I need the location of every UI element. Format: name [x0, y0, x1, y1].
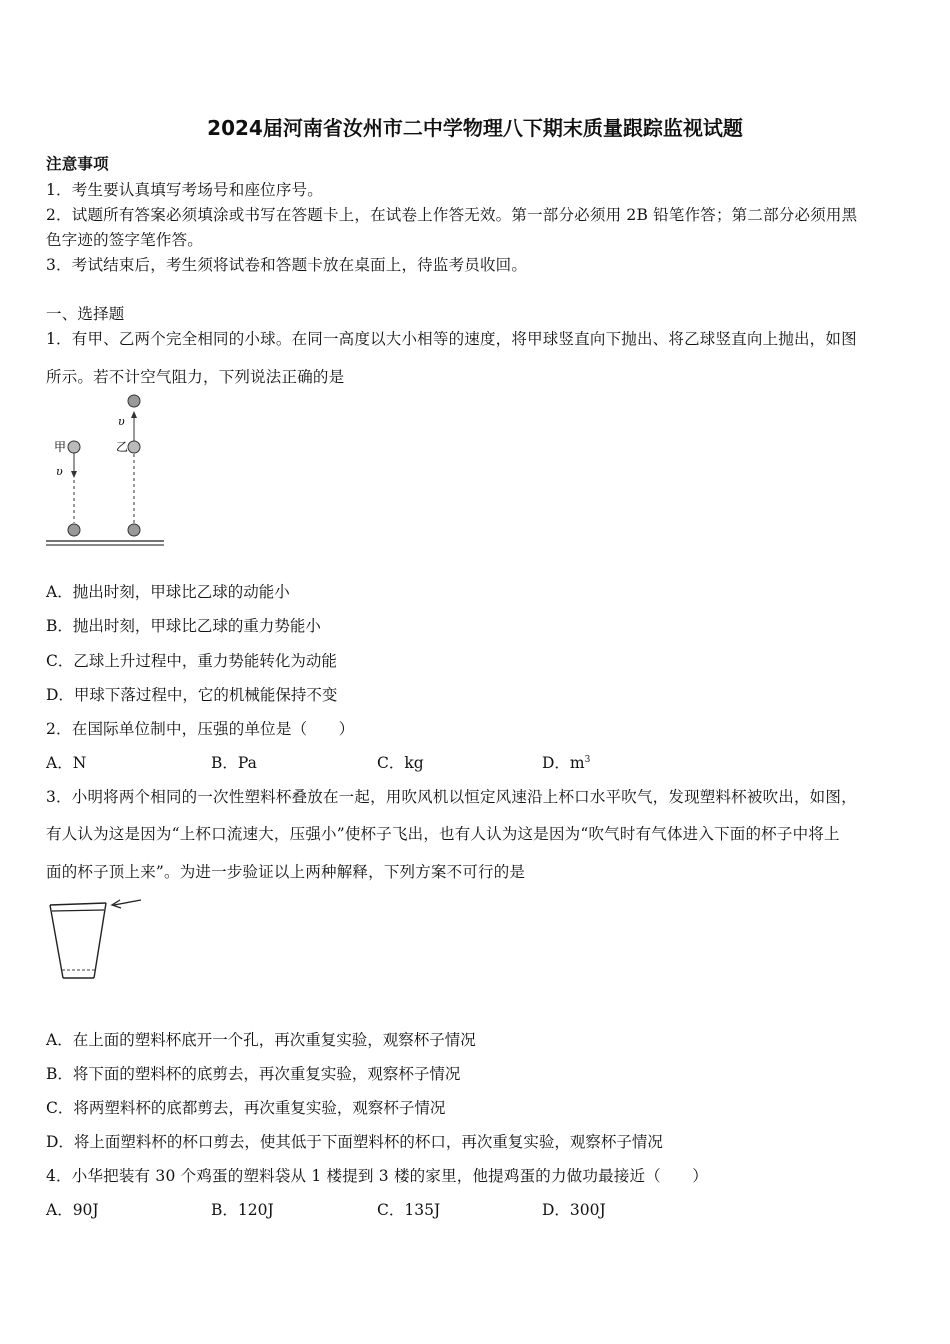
upper-cup-rim: [50, 903, 106, 905]
q1-option-c[interactable]: C．乙球上升过程中，重力势能转化为动能: [46, 652, 337, 670]
q3-option-c[interactable]: C．将两塑料杯的底都剪去，再次重复实验，观察杯子情况: [46, 1099, 446, 1117]
q2-option-c[interactable]: C．kg: [377, 754, 424, 772]
section-heading: 一、选择题: [46, 305, 125, 323]
lower-cup-rim: [52, 910, 104, 911]
ball-jia: [68, 441, 80, 453]
q3-option-b[interactable]: B．将下面的塑料杯的底剪去，再次重复实验，观察杯子情况: [46, 1065, 461, 1083]
q4-stem: 4．小华把装有 30 个鸡蛋的塑料袋从 1 楼提到 3 楼的家里，他提鸡蛋的力做功最接近（ ）: [46, 1167, 708, 1185]
ball-jia-ground: [68, 524, 80, 536]
arrow-yi-head: [131, 411, 137, 418]
notice-item-2: 2．试题所有答案必须填涂或书写在答题卡上，在试卷上作答无效。第一部分必须用 2B 铅笔作答；第二部分必须用黑: [46, 206, 858, 224]
q4-option-b[interactable]: B．120J: [211, 1201, 274, 1219]
q2-option-d[interactable]: [542, 751, 590, 773]
q1-option-b[interactable]: B．抛出时刻，甲球比乙球的重力势能小: [46, 617, 321, 635]
q2-option-b[interactable]: B．Pa: [211, 754, 257, 772]
ball-yi-top: [128, 395, 140, 407]
exam-title: 2024届河南省汝州市二中学物理八下期末质量跟踪监视试题: [207, 116, 743, 140]
q4-option-a[interactable]: A．90J: [46, 1201, 99, 1219]
q2-option-a[interactable]: A．N: [46, 754, 87, 772]
q2-option-d-text: D．m: [542, 754, 585, 772]
label-v-yi: υ: [118, 415, 125, 428]
arrow-jia-head: [71, 471, 77, 478]
q2-stem: 2．在国际单位制中，压强的单位是（ ）: [46, 720, 355, 738]
label-jia: 甲: [54, 440, 67, 454]
ball-yi: [128, 441, 140, 453]
q3-stem-line3: 面的杯子顶上来”。为进一步验证以上两种解释，下列方案不可行的是: [46, 863, 526, 881]
q1-figure: [44, 390, 174, 550]
notice-item-3: 3．考试结束后，考生须将试卷和答题卡放在桌面上，待监考员收回。: [46, 256, 528, 274]
q3-option-a[interactable]: A．在上面的塑料杯底开一个孔，再次重复实验，观察杯子情况: [46, 1031, 476, 1049]
notice-item-1: 1．考生要认真填写考场号和座位序号。: [46, 181, 323, 199]
label-yi: 乙: [116, 440, 129, 454]
q3-figure: [44, 892, 149, 992]
ball-yi-ground: [128, 524, 140, 536]
q3-stem-line1: 3．小明将两个相同的一次性塑料杯叠放在一起，用吹风机以恒定风速沿上杯口水平吹气，发现塑料杯被吹出，如图，: [46, 788, 857, 806]
q1-option-d[interactable]: D．甲球下落过程中，它的机械能保持不变: [46, 686, 338, 704]
q2-option-d-sup: 3: [584, 754, 591, 765]
notice-item-2-cont: 色字迹的签字笔作答。: [46, 231, 204, 249]
cup-right-side: [94, 903, 106, 978]
q3-option-d[interactable]: D．将上面塑料杯的杯口剪去，使其低于下面塑料杯的杯口，再次重复实验，观察杯子情况: [46, 1133, 663, 1151]
q1-stem-line2: 所示。若不计空气阻力，下列说法正确的是: [46, 368, 345, 386]
q1-stem-line1: 1．有甲、乙两个完全相同的小球。在同一高度以大小相等的速度，将甲球竖直向下抛出、将乙球竖直向上抛出，如图: [46, 330, 857, 348]
notice-heading: 注意事项: [46, 154, 109, 173]
q4-option-c[interactable]: C．135J: [377, 1201, 441, 1219]
q3-stem-line2: 有人认为这是因为“上杯口流速大，压强小”使杯子飞出，也有人认为这是因为“吹气时有气体进入下面的杯子中将上: [46, 825, 840, 843]
cup-left-side: [50, 905, 63, 978]
label-v-jia: υ: [56, 465, 63, 478]
q1-option-a[interactable]: A．抛出时刻，甲球比乙球的动能小: [46, 583, 290, 601]
q4-option-d[interactable]: D．300J: [542, 1201, 606, 1219]
